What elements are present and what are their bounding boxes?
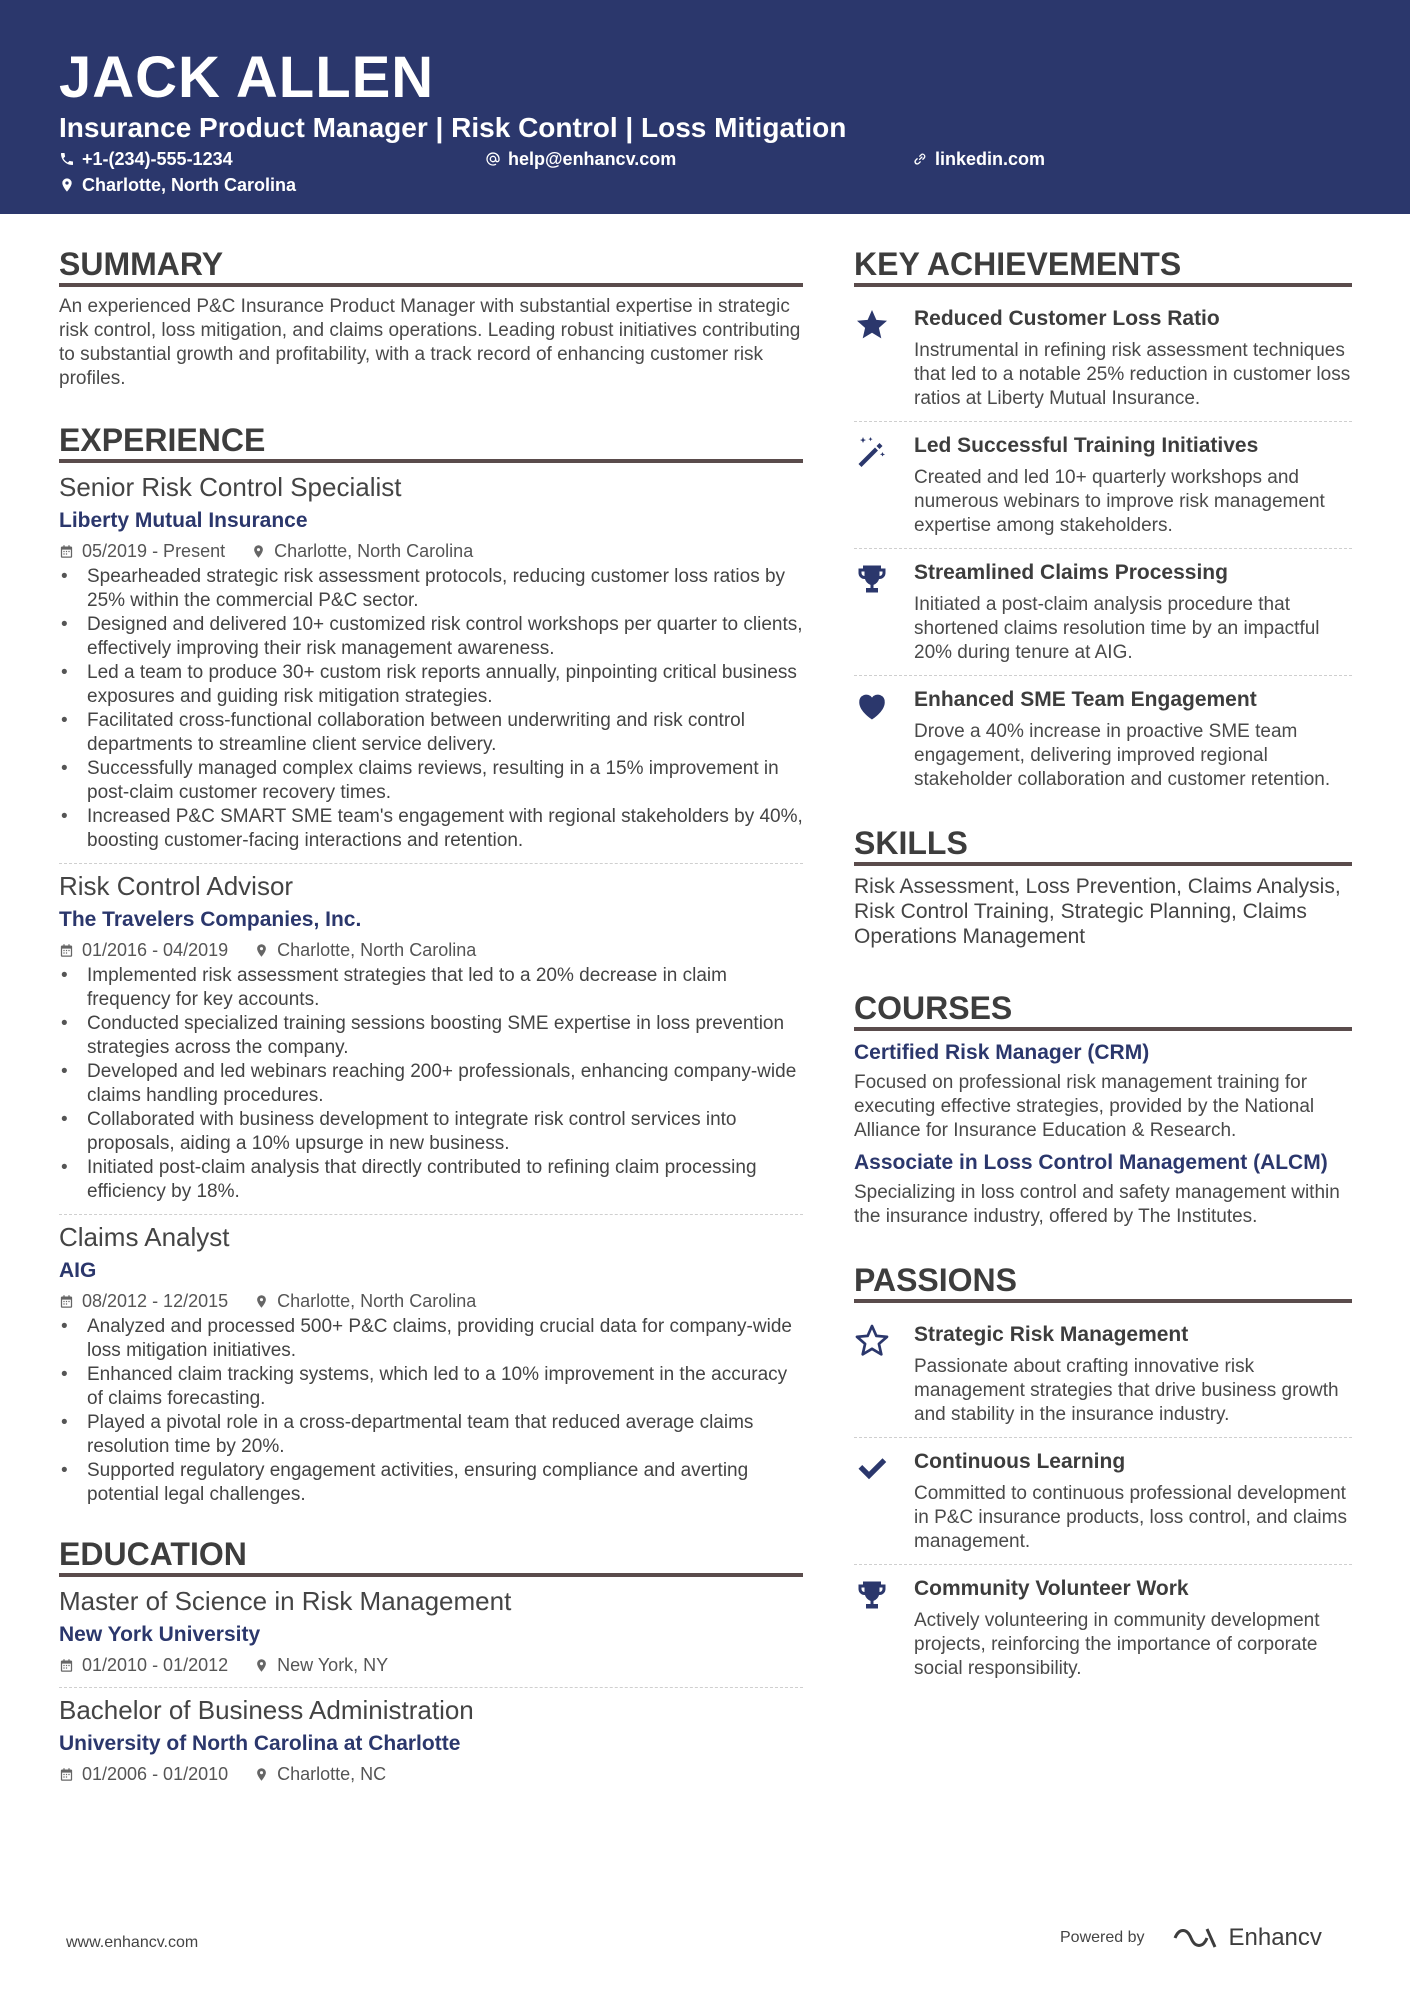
resume-header: [0, 0, 1410, 214]
item-icon-wrap: [854, 432, 914, 538]
item-title: Continuous Learning: [914, 1450, 1126, 1473]
education-heading: EDUCATION: [59, 1535, 803, 1577]
course-item: [854, 1149, 1352, 1229]
list-item: • Initiated post-claim analysis that directly contributed to refining claim processing efficiency by 18%.: [59, 1156, 803, 1204]
job-role: Risk Control Advisor: [59, 871, 294, 901]
list-item: • Successfully managed complex claims reviews, resulting in a 15% improvement in post-claim customer recovery times.: [59, 757, 803, 805]
item-title: Community Volunteer Work: [914, 1577, 1189, 1600]
right-column: [854, 245, 1352, 1691]
checkmark-icon: [854, 1450, 890, 1486]
star-icon: [854, 307, 890, 343]
course-item: [854, 1039, 1352, 1143]
location-pin-icon: [59, 177, 75, 193]
achievement-item: [854, 295, 1352, 422]
item-desc: Initiated a post-claim analysis procedure that shortened claims resolution time by an impactful 20% during tenure at AIG.: [914, 594, 1320, 663]
education-entry: [59, 1585, 803, 1677]
course-title: Certified Risk Manager (CRM): [854, 1041, 1150, 1064]
list-item: • Increased P&C SMART SME team's engagement with regional stakeholders by 40%, boosting customer-facing interactions and retention.: [59, 805, 803, 853]
divider: [59, 863, 803, 864]
powered-by-text: Powered by: [1060, 1929, 1145, 1946]
course-title: Associate in Loss Control Management (ALCM): [854, 1151, 1328, 1174]
job-dates: 08/2012 - 12/2015: [82, 1291, 229, 1311]
list-item: • Collaborated with business development to integrate risk control services into proposals, aiding a 10% upsurge in new business.: [59, 1108, 803, 1156]
item-icon-wrap: [854, 305, 914, 411]
achievement-item: [854, 422, 1352, 549]
location-pin-icon: [251, 544, 266, 559]
calendar-icon: [59, 943, 74, 958]
location-pin-icon: [254, 943, 269, 958]
at-icon: [485, 151, 501, 167]
item-body: [914, 1575, 1352, 1681]
link-icon: [912, 151, 928, 167]
summary-text: An experienced P&C Insurance Product Manager with substantial expertise in strategic risk control, loss mitigation, and claims operations. Leading robust initiatives contributing to substantial growth and profitability, with a track record of enhancing customer risk profiles.: [59, 296, 801, 389]
job-meta: [59, 1289, 803, 1313]
skills-text: Risk Assessment, Loss Prevention, Claims Analysis, Risk Control Training, Strategic Planning, Claims Operations Management: [854, 875, 1341, 948]
item-desc: Created and led 10+ quarterly workshops and numerous webinars to improve risk management expertise among stakeholders.: [914, 467, 1325, 536]
job-bullets: [59, 565, 803, 853]
education-entry: [59, 1694, 803, 1786]
item-desc: Committed to continuous professional development in P&C insurance products, loss control, and claims management.: [914, 1483, 1347, 1552]
item-body: [914, 686, 1352, 792]
divider: [59, 1214, 803, 1215]
course-desc: Focused on professional risk management training for executing effective strategies, provided by the National Alliance for Insurance Education & Research.: [854, 1072, 1315, 1141]
passions-list: [854, 1311, 1352, 1691]
job-location: Charlotte, North Carolina: [274, 541, 474, 561]
education-location: Charlotte, NC: [277, 1764, 387, 1784]
achievement-item: [854, 676, 1352, 802]
contact-phone[interactable]: [59, 148, 233, 170]
passions-heading: PASSIONS: [854, 1261, 1352, 1303]
education-meta: [59, 1653, 803, 1677]
job-dates: 05/2019 - Present: [82, 541, 226, 561]
course-desc: Specializing in loss control and safety management within the insurance industry, offered by The Institutes.: [854, 1182, 1340, 1227]
job-bullets: [59, 1315, 803, 1507]
divider: [59, 1687, 803, 1688]
item-desc: Actively volunteering in community development projects, reinforcing the importance of corporate social responsibility.: [914, 1610, 1320, 1679]
item-body: [914, 1448, 1352, 1554]
heart-icon: [854, 688, 890, 724]
experience-list: [59, 471, 803, 1507]
brand-name: Enhancv: [1228, 1924, 1322, 1951]
job-entry: [59, 471, 803, 853]
job-entry: [59, 870, 803, 1204]
candidate-name: JACK ALLEN: [59, 45, 435, 110]
job-company: AIG: [59, 1259, 97, 1282]
education-location: New York, NY: [277, 1655, 389, 1675]
email-text: help@enhancv.com: [508, 149, 677, 169]
job-location: Charlotte, North Carolina: [277, 1291, 477, 1311]
school: University of North Carolina at Charlotte: [59, 1732, 461, 1755]
location-pin-icon: [254, 1767, 269, 1782]
achievements-heading: KEY ACHIEVEMENTS: [854, 245, 1352, 287]
trophy-icon: [854, 1577, 890, 1613]
passion-item: [854, 1311, 1352, 1438]
location-pin-icon: [254, 1658, 269, 1673]
education-dates: 01/2006 - 01/2010: [82, 1764, 229, 1784]
job-company: The Travelers Companies, Inc.: [59, 908, 362, 931]
list-item: • Implemented risk assessment strategies that led to a 20% decrease in claim frequency for key accounts.: [59, 964, 803, 1012]
calendar-icon: [59, 1294, 74, 1309]
item-desc: Instrumental in refining risk assessment techniques that led to a notable 25% reduction in customer loss ratios at Liberty Mutual Insurance.: [914, 340, 1351, 409]
item-title: Strategic Risk Management: [914, 1323, 1189, 1346]
passion-item: [854, 1438, 1352, 1565]
list-item: • Facilitated cross-functional collaboration between underwriting and risk control departments to streamline client service delivery.: [59, 709, 803, 757]
job-dates: 01/2016 - 04/2019: [82, 940, 229, 960]
candidate-title: Insurance Product Manager | Risk Control | Loss Mitigation: [59, 112, 847, 143]
calendar-icon: [59, 1658, 74, 1673]
item-icon-wrap: [854, 559, 914, 665]
passion-item: [854, 1565, 1352, 1691]
education-dates: 01/2010 - 01/2012: [82, 1655, 229, 1675]
list-item: • Developed and led webinars reaching 200+ professionals, enhancing company-wide claims handling procedures.: [59, 1060, 803, 1108]
achievements-list: [854, 295, 1352, 802]
list-item: • Enhanced claim tracking systems, which led to a 10% improvement in the accuracy of claims forecasting.: [59, 1363, 803, 1411]
contact-email[interactable]: [485, 148, 676, 170]
list-item: • Supported regulatory engagement activities, ensuring compliance and averting potential legal challenges.: [59, 1459, 803, 1507]
job-location: Charlotte, North Carolina: [277, 940, 477, 960]
trophy-icon: [854, 561, 890, 597]
item-icon-wrap: [854, 1448, 914, 1554]
location-text: Charlotte, North Carolina: [82, 175, 297, 195]
item-body: [914, 305, 1352, 411]
list-item: • Analyzed and processed 500+ P&C claims, providing crucial data for company-wide loss mitigation initiatives.: [59, 1315, 803, 1363]
enhancv-logo-icon: [1171, 1925, 1219, 1951]
item-title: Reduced Customer Loss Ratio: [914, 307, 1220, 330]
footer-website[interactable]: www.enhancv.com: [66, 1934, 199, 1951]
item-title: Led Successful Training Initiatives: [914, 434, 1259, 457]
star-outline-icon: [854, 1323, 890, 1359]
item-desc: Passionate about crafting innovative risk management strategies that drive business growth and stability in the insurance industry.: [914, 1356, 1339, 1425]
list-item: • Led a team to produce 30+ custom risk reports annually, pinpointing critical business exposures and guiding risk mitigation strategies.: [59, 661, 803, 709]
item-title: Enhanced SME Team Engagement: [914, 688, 1257, 711]
job-company: Liberty Mutual Insurance: [59, 509, 308, 532]
footer-branding[interactable]: [1060, 1924, 1322, 1952]
item-body: [914, 1321, 1352, 1427]
linkedin-text: linkedin.com: [935, 149, 1046, 169]
item-body: [914, 559, 1352, 665]
courses-heading: COURSES: [854, 989, 1352, 1031]
experience-heading: EXPERIENCE: [59, 421, 803, 463]
education-meta: [59, 1762, 803, 1786]
contact-linkedin[interactable]: [912, 148, 1045, 170]
item-title: Streamlined Claims Processing: [914, 561, 1228, 584]
item-icon-wrap: [854, 1575, 914, 1681]
phone-text: +1-(234)-555-1234: [82, 149, 233, 169]
job-meta: [59, 938, 803, 962]
courses-list: [854, 1039, 1352, 1229]
item-icon-wrap: [854, 1321, 914, 1427]
phone-icon: [59, 151, 75, 167]
job-role: Senior Risk Control Specialist: [59, 472, 402, 502]
job-meta: [59, 539, 803, 563]
list-item: • Played a pivotal role in a cross-departmental team that reduced average claims resolution time by 20%.: [59, 1411, 803, 1459]
summary-heading: SUMMARY: [59, 245, 803, 287]
job-role: Claims Analyst: [59, 1222, 230, 1252]
left-column: [59, 245, 803, 1786]
education-list: [59, 1585, 803, 1786]
calendar-icon: [59, 544, 74, 559]
degree: Bachelor of Business Administration: [59, 1695, 474, 1725]
skills-heading: SKILLS: [854, 824, 1352, 866]
degree: Master of Science in Risk Management: [59, 1586, 512, 1616]
item-body: [914, 432, 1352, 538]
item-icon-wrap: [854, 686, 914, 792]
list-item: • Spearheaded strategic risk assessment protocols, reducing customer loss ratios by 25% within the commercial P&C sector.: [59, 565, 803, 613]
school: New York University: [59, 1623, 261, 1646]
job-entry: [59, 1221, 803, 1507]
list-item: • Conducted specialized training sessions boosting SME expertise in loss prevention strategies across the company.: [59, 1012, 803, 1060]
contact-location: [59, 174, 296, 196]
job-bullets: [59, 964, 803, 1204]
item-desc: Drove a 40% increase in proactive SME team engagement, delivering improved regional stakeholder collaboration and customer retention.: [914, 721, 1331, 790]
achievement-item: [854, 549, 1352, 676]
list-item: • Designed and delivered 10+ customized risk control workshops per quarter to clients, effectively improving their risk management awareness.: [59, 613, 803, 661]
location-pin-icon: [254, 1294, 269, 1309]
calendar-icon: [59, 1767, 74, 1782]
magic-wand-icon: [854, 434, 890, 470]
